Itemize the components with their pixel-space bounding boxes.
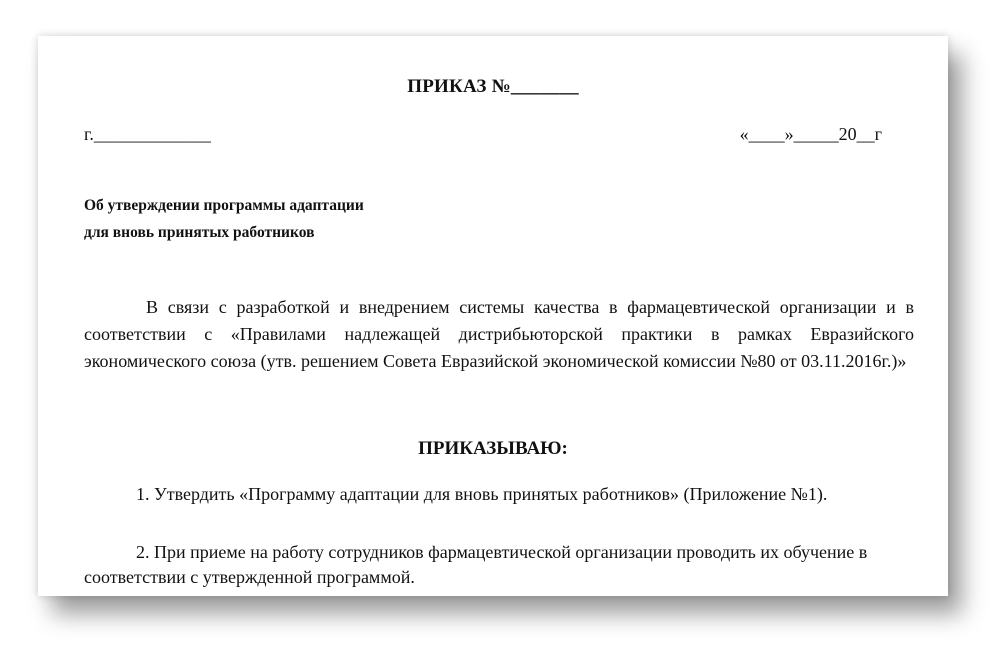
subject-line-2: для вновь принятых работников	[84, 224, 315, 241]
order-title: ПРИКАЗ №_______	[407, 76, 579, 97]
order-item-1: 1. Утвердить «Программу адаптации для вновь принятых работников» (Приложение №1).	[136, 484, 828, 504]
order-item-2: 2. При приеме на работу сотрудников фармацевтической организации проводить их обучение в соответствии с утвержденной программой.	[84, 542, 868, 587]
preamble-paragraph: В связи с разработкой и внедрением системы качества в фармацевтической организации и в соответствии с «Правилами надлежащей дистрибьюторской практики в рамках Евразийского экономического союза (утв. решением Совета Евразийской экономической комиссии №80 от 03.11.2016г.)»	[84, 297, 914, 371]
city-field: г._____________	[84, 124, 211, 144]
order-heading: ПРИКАЗЫВАЮ:	[418, 438, 568, 459]
date-field: «____»_____20__г	[739, 124, 882, 144]
document-page	[38, 36, 948, 596]
order-subject	[84, 192, 364, 246]
subject-line-1: Об утверждении программы адаптации	[84, 197, 364, 214]
